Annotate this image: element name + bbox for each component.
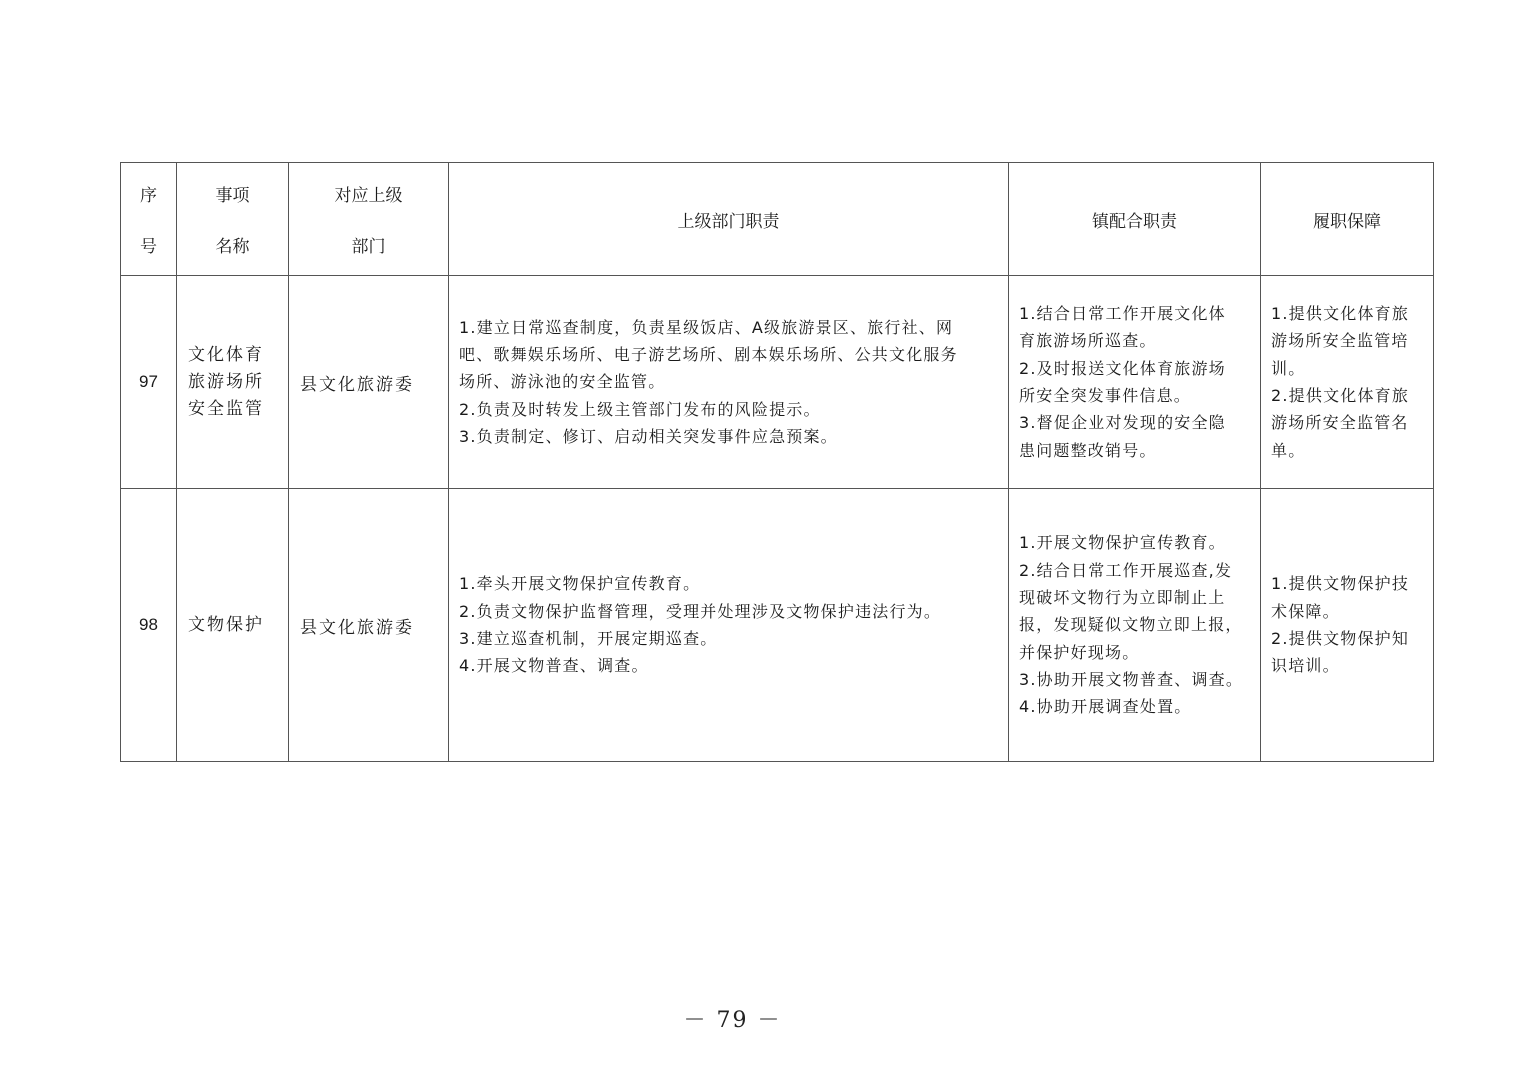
row-item-name-line: 安全监管 bbox=[188, 398, 264, 419]
header-upper-duty: 上级部门职责 bbox=[449, 163, 1009, 276]
header-seq-line1: 序 bbox=[140, 186, 157, 206]
header-seq bbox=[121, 163, 177, 276]
town-duty-line: 患问题整改销号。 bbox=[1019, 440, 1157, 460]
header-item-line2: 名称 bbox=[215, 237, 250, 257]
town-duty-line: 1.结合日常工作开展文化体 bbox=[1019, 304, 1226, 324]
duty-table bbox=[120, 162, 1434, 762]
upper-duty-line: 吧、歌舞娱乐场所、电子游艺场所、剧本娱乐场所、公共文化服务 bbox=[459, 345, 958, 365]
row-guarantee bbox=[1261, 276, 1434, 489]
upper-duty-line: 1.建立日常巡查制度，负责星级饭店、A级旅游景区、旅行社、网 bbox=[459, 317, 954, 337]
table-row bbox=[121, 489, 1434, 762]
page-number: － 79 － bbox=[683, 1008, 782, 1033]
town-duty-line: 报，发现疑似文物立即上报， bbox=[1019, 615, 1243, 635]
header-dept-line1: 对应上级 bbox=[334, 186, 403, 206]
row-town-duty bbox=[1009, 489, 1261, 762]
guarantee-line: 游场所安全监管名 bbox=[1271, 413, 1409, 433]
upper-duty-line: 2.负责文物保护监督管理，受理并处理涉及文物保护违法行为。 bbox=[459, 601, 942, 621]
row-item-name-line: 文物保护 bbox=[188, 614, 264, 635]
row-item-name bbox=[177, 276, 289, 489]
town-duty-line: 2.结合日常工作开展巡查,发 bbox=[1019, 560, 1233, 580]
header-town-duty: 镇配合职责 bbox=[1009, 163, 1261, 276]
header-dept bbox=[289, 163, 449, 276]
town-duty-line: 2.及时报送文化体育旅游场 bbox=[1019, 358, 1226, 378]
town-duty-line: 1.开展文物保护宣传教育。 bbox=[1019, 533, 1226, 553]
guarantee-line: 游场所安全监管培 bbox=[1271, 331, 1409, 351]
guarantee-line: 1.提供文化体育旅 bbox=[1271, 304, 1410, 324]
town-duty-line: 现破坏文物行为立即制止上 bbox=[1019, 588, 1226, 608]
header-guarantee: 履职保障 bbox=[1261, 163, 1434, 276]
guarantee-line: 训。 bbox=[1271, 358, 1306, 378]
row-upper-duty bbox=[449, 276, 1009, 489]
header-item-line1: 事项 bbox=[215, 186, 250, 206]
guarantee-line: 2.提供文物保护知 bbox=[1271, 629, 1410, 648]
row-dept: 县文化旅游委 bbox=[289, 489, 449, 762]
header-item bbox=[177, 163, 289, 276]
upper-duty-line: 2.负责及时转发上级主管部门发布的风险提示。 bbox=[459, 399, 821, 419]
guarantee-line: 术保障。 bbox=[1271, 601, 1340, 621]
town-duty-line: 所安全突发事件信息。 bbox=[1019, 386, 1192, 405]
upper-duty-line: 3.负责制定、修订、启动相关突发事件应急预案。 bbox=[459, 426, 838, 446]
row-seq: 97 bbox=[121, 276, 177, 489]
guarantee-line: 识培训。 bbox=[1271, 656, 1340, 676]
header-seq-line2: 号 bbox=[140, 237, 157, 257]
row-guarantee bbox=[1261, 489, 1434, 762]
town-duty-line: 育旅游场所巡查。 bbox=[1019, 331, 1157, 351]
upper-duty-line: 4.开展文物普查、调查。 bbox=[459, 656, 649, 676]
town-duty-line: 并保护好现场。 bbox=[1019, 642, 1140, 662]
row-item-name bbox=[177, 489, 289, 762]
row-seq: 98 bbox=[121, 489, 177, 762]
row-town-duty bbox=[1009, 276, 1261, 489]
upper-duty-line: 场所、游泳池的安全监管。 bbox=[459, 372, 666, 392]
upper-duty-line: 3.建立巡查机制，开展定期巡查。 bbox=[459, 629, 718, 648]
town-duty-line: 3.协助开展文物普查、调查。 bbox=[1019, 669, 1244, 689]
row-upper-duty bbox=[449, 489, 1009, 762]
guarantee-line: 1.提供文物保护技 bbox=[1271, 574, 1410, 594]
row-dept: 县文化旅游委 bbox=[289, 276, 449, 489]
header-row bbox=[121, 163, 1434, 276]
guarantee-line: 单。 bbox=[1271, 440, 1306, 460]
guarantee-line: 2.提供文化体育旅 bbox=[1271, 386, 1410, 405]
header-dept-line2: 部门 bbox=[351, 237, 386, 257]
table-row bbox=[121, 276, 1434, 489]
row-item-name-line: 文化体育 bbox=[188, 344, 264, 365]
row-item-name-line: 旅游场所 bbox=[188, 371, 264, 392]
town-duty-line: 3.督促企业对发现的安全隐 bbox=[1019, 413, 1226, 433]
upper-duty-line: 1.牵头开展文物保护宣传教育。 bbox=[459, 574, 701, 594]
town-duty-line: 4.协助开展调查处置。 bbox=[1019, 697, 1192, 717]
